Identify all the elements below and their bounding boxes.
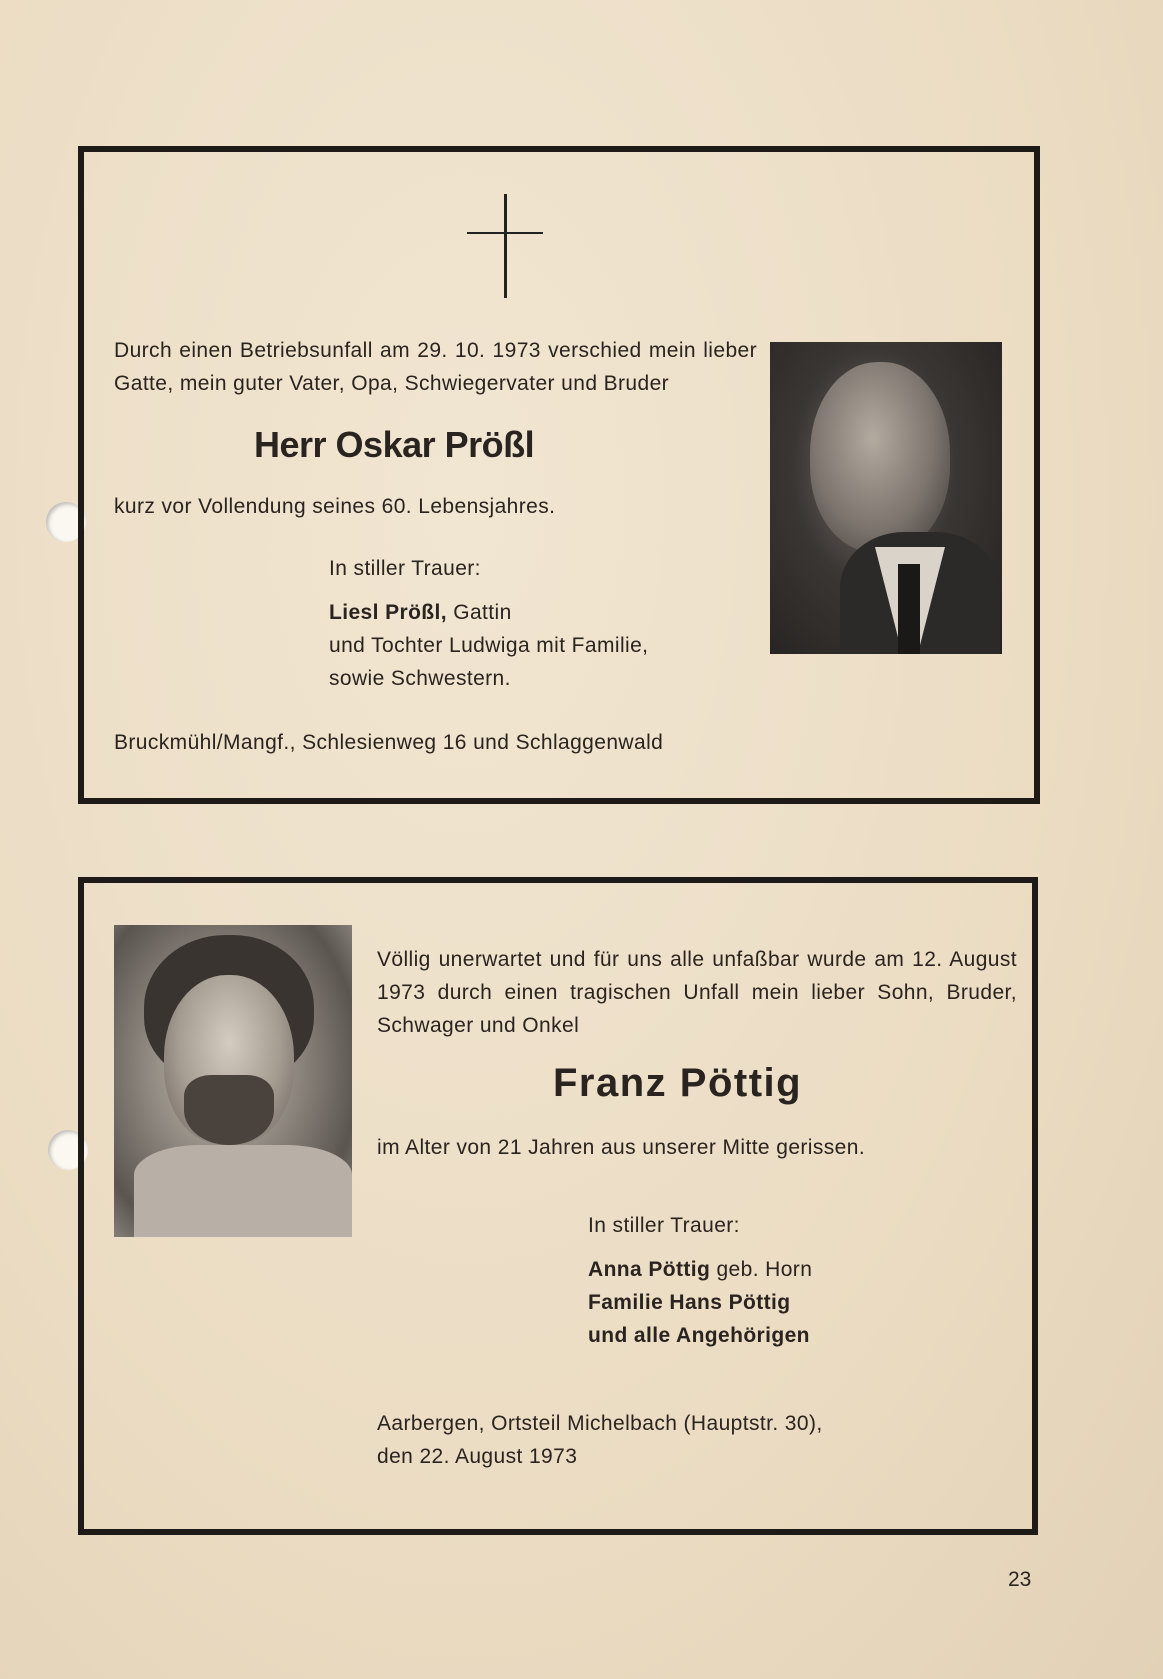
notice1-address: Bruckmühl/Mangf., Schlesienweg 16 und Schlaggenwald: [114, 731, 664, 754]
notice2-address-line1: Aarbergen, Ortsteil Michelbach (Hauptstr. 30),: [377, 1412, 823, 1435]
notice1-after-name: kurz vor Vollendung seines 60. Lebensjahres.: [114, 495, 556, 518]
notice2-deceased-name: Franz Pöttig: [553, 1061, 803, 1105]
notice1-intro: Durch einen Betriebsunfall am 29. 10. 1973 verschied mein lieber Gatte, mein guter Vater, Opa, Schwiegervater und Bruder: [114, 339, 757, 395]
notice2-mourning-header: In stiller Trauer:: [588, 1214, 740, 1237]
notice2-mourner-name: Anna Pöttig: [588, 1258, 711, 1281]
notice2-after-name: im Alter von 21 Jahren aus unserer Mitte gerissen.: [377, 1136, 866, 1159]
notice2-mourner-line2: Familie Hans Pöttig: [588, 1291, 791, 1314]
notice2-address-line2: den 22. August 1973: [377, 1445, 578, 1468]
portrait-photo-1: [770, 342, 1002, 654]
page-number: 23: [1008, 1568, 1032, 1591]
notice1-deceased-name: Herr Oskar Prößl: [254, 424, 535, 465]
notice1-mourner-name: Liesl Prößl,: [329, 601, 447, 624]
notice1-mourner-line3: sowie Schwestern.: [329, 667, 511, 690]
notice2-mourner-line1: Anna Pöttig geb. Horn: [588, 1258, 813, 1281]
obituary-notice-1: [78, 146, 1040, 804]
notice2-mourner-line3: und alle Angehörigen: [588, 1324, 810, 1347]
portrait-photo-2: [114, 925, 352, 1237]
notice1-mourner-line1: Liesl Prößl, Gattin: [329, 601, 512, 624]
notice1-mourner-line2: und Tochter Ludwiga mit Familie,: [329, 634, 649, 657]
obituary-notice-2: [78, 877, 1038, 1535]
notice1-mourning-header: In stiller Trauer:: [329, 557, 481, 580]
notice2-intro: Völlig unerwartet und für uns alle unfaßbar wurde am 12. August 1973 durch einen tragischen Unfall mein lieber Sohn, Bruder, Schwager und Onkel: [377, 948, 1017, 1037]
